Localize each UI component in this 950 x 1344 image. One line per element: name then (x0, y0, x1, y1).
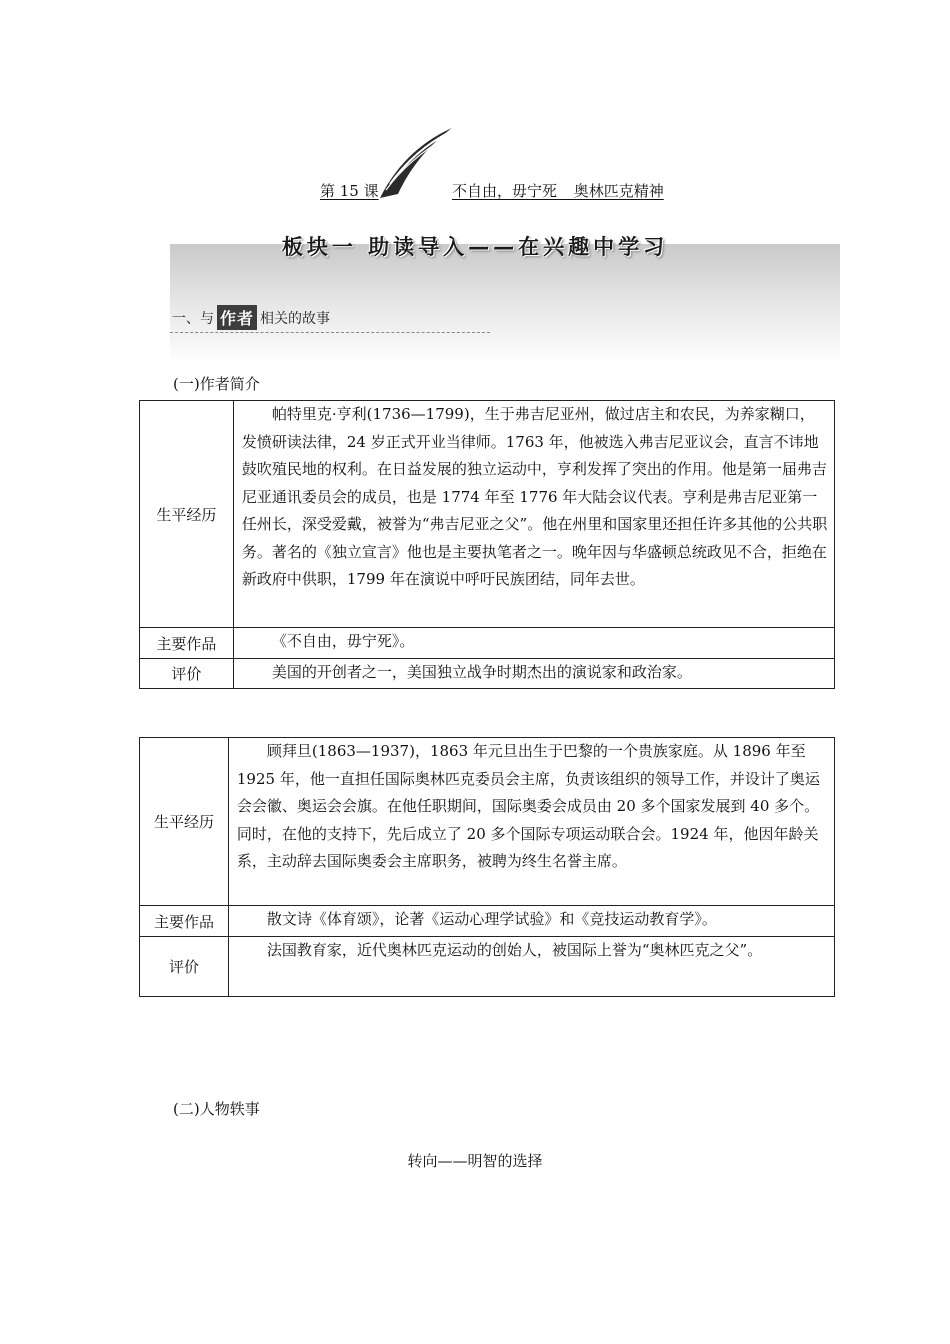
eval-text: 法国教育家，近代奥林匹克运动的创始人，被国际上誉为“奥林匹克之父”。 (228, 937, 834, 997)
swoosh-decoration-icon (376, 124, 456, 200)
section-title-intro: (一)作者简介 (173, 375, 260, 393)
banner-subhead (172, 305, 330, 330)
eval-text: 美国的开创者之一，美国独立战争时期杰出的演说家和政治家。 (233, 659, 834, 689)
life-label: 生平经历 (140, 401, 234, 628)
table-row (140, 738, 835, 906)
works-text: 《不自由，毋宁死》。 (233, 628, 834, 659)
story-title: 转向——明智的选择 (407, 1152, 543, 1170)
table-row (140, 401, 835, 628)
life-label: 生平经历 (140, 738, 229, 906)
table-row (140, 906, 835, 937)
table-row (140, 937, 835, 997)
subhead-suffix: 相关的故事 (260, 310, 331, 327)
banner-title: 板块一 助读导入——在兴趣中学习 (281, 235, 669, 259)
works-label: 主要作品 (140, 628, 234, 659)
eval-label: 评价 (140, 937, 229, 997)
dotted-divider (170, 332, 490, 333)
life-text: 顾拜旦(1863—1937)，1863 年元旦出生于巴黎的一个贵族家庭。从 1896 年至 1925 年，他一直担任国际奥林匹克委员会主席，负责该组织的领导工作，并设计了奥运会会徽、奥运会会旗。在他任职期间，国际奥委会成员由 20 多个国家发展到 40 多个。同时，在他的支持下，先后成立了 20 多个国际专项运动联合会。1924 年，他因年龄关系，主动辞去国际奥委会主席职务，被聘为终生名誉主席。 (228, 738, 834, 906)
table-row (140, 659, 835, 689)
lesson-number: 第 15 课 (320, 182, 379, 200)
life-text: 帕特里克·亨利(1736—1799)，生于弗吉尼亚州，做过店主和农民，为养家糊口，发愤研读法律，24 岁正式开业当律师。1763 年，他被选入弗吉尼亚议会，直言不讳地鼓吹殖民地的权利。在日益发展的独立运动中，亨利发挥了突出的作用。他是第一届弗吉尼亚通讯委员会的成员，也是 1774 年至 1776 年大陆会议代表。亨利是弗吉尼亚第一任州长，深受爱戴，被誉为“弗吉尼亚之父”。他在州里和国家里还担任许多其他的公共职务。著名的《独立宣言》他也是主要执笔者之一。晚年因与华盛顿总统政见不合，拒绝在新政府中供职，1799 年在演说中呼吁民族团结，同年去世。 (233, 401, 834, 628)
works-text: 散文诗《体育颂》，论著《运动心理学试验》和《竞技运动教育学》。 (228, 906, 834, 937)
author-table-coubertin (139, 737, 835, 997)
section-title-anecdotes: (二)人物轶事 (173, 1100, 260, 1118)
eval-label: 评价 (140, 659, 234, 689)
works-label: 主要作品 (140, 906, 229, 937)
section-banner (170, 244, 840, 364)
table-row (140, 628, 835, 659)
author-table-henry (139, 400, 835, 689)
lesson-title: 不自由，毋宁死 奥林匹克精神 (452, 182, 664, 200)
subhead-prefix: 一、与 (172, 310, 214, 327)
subhead-highlight: 作者 (217, 305, 257, 330)
